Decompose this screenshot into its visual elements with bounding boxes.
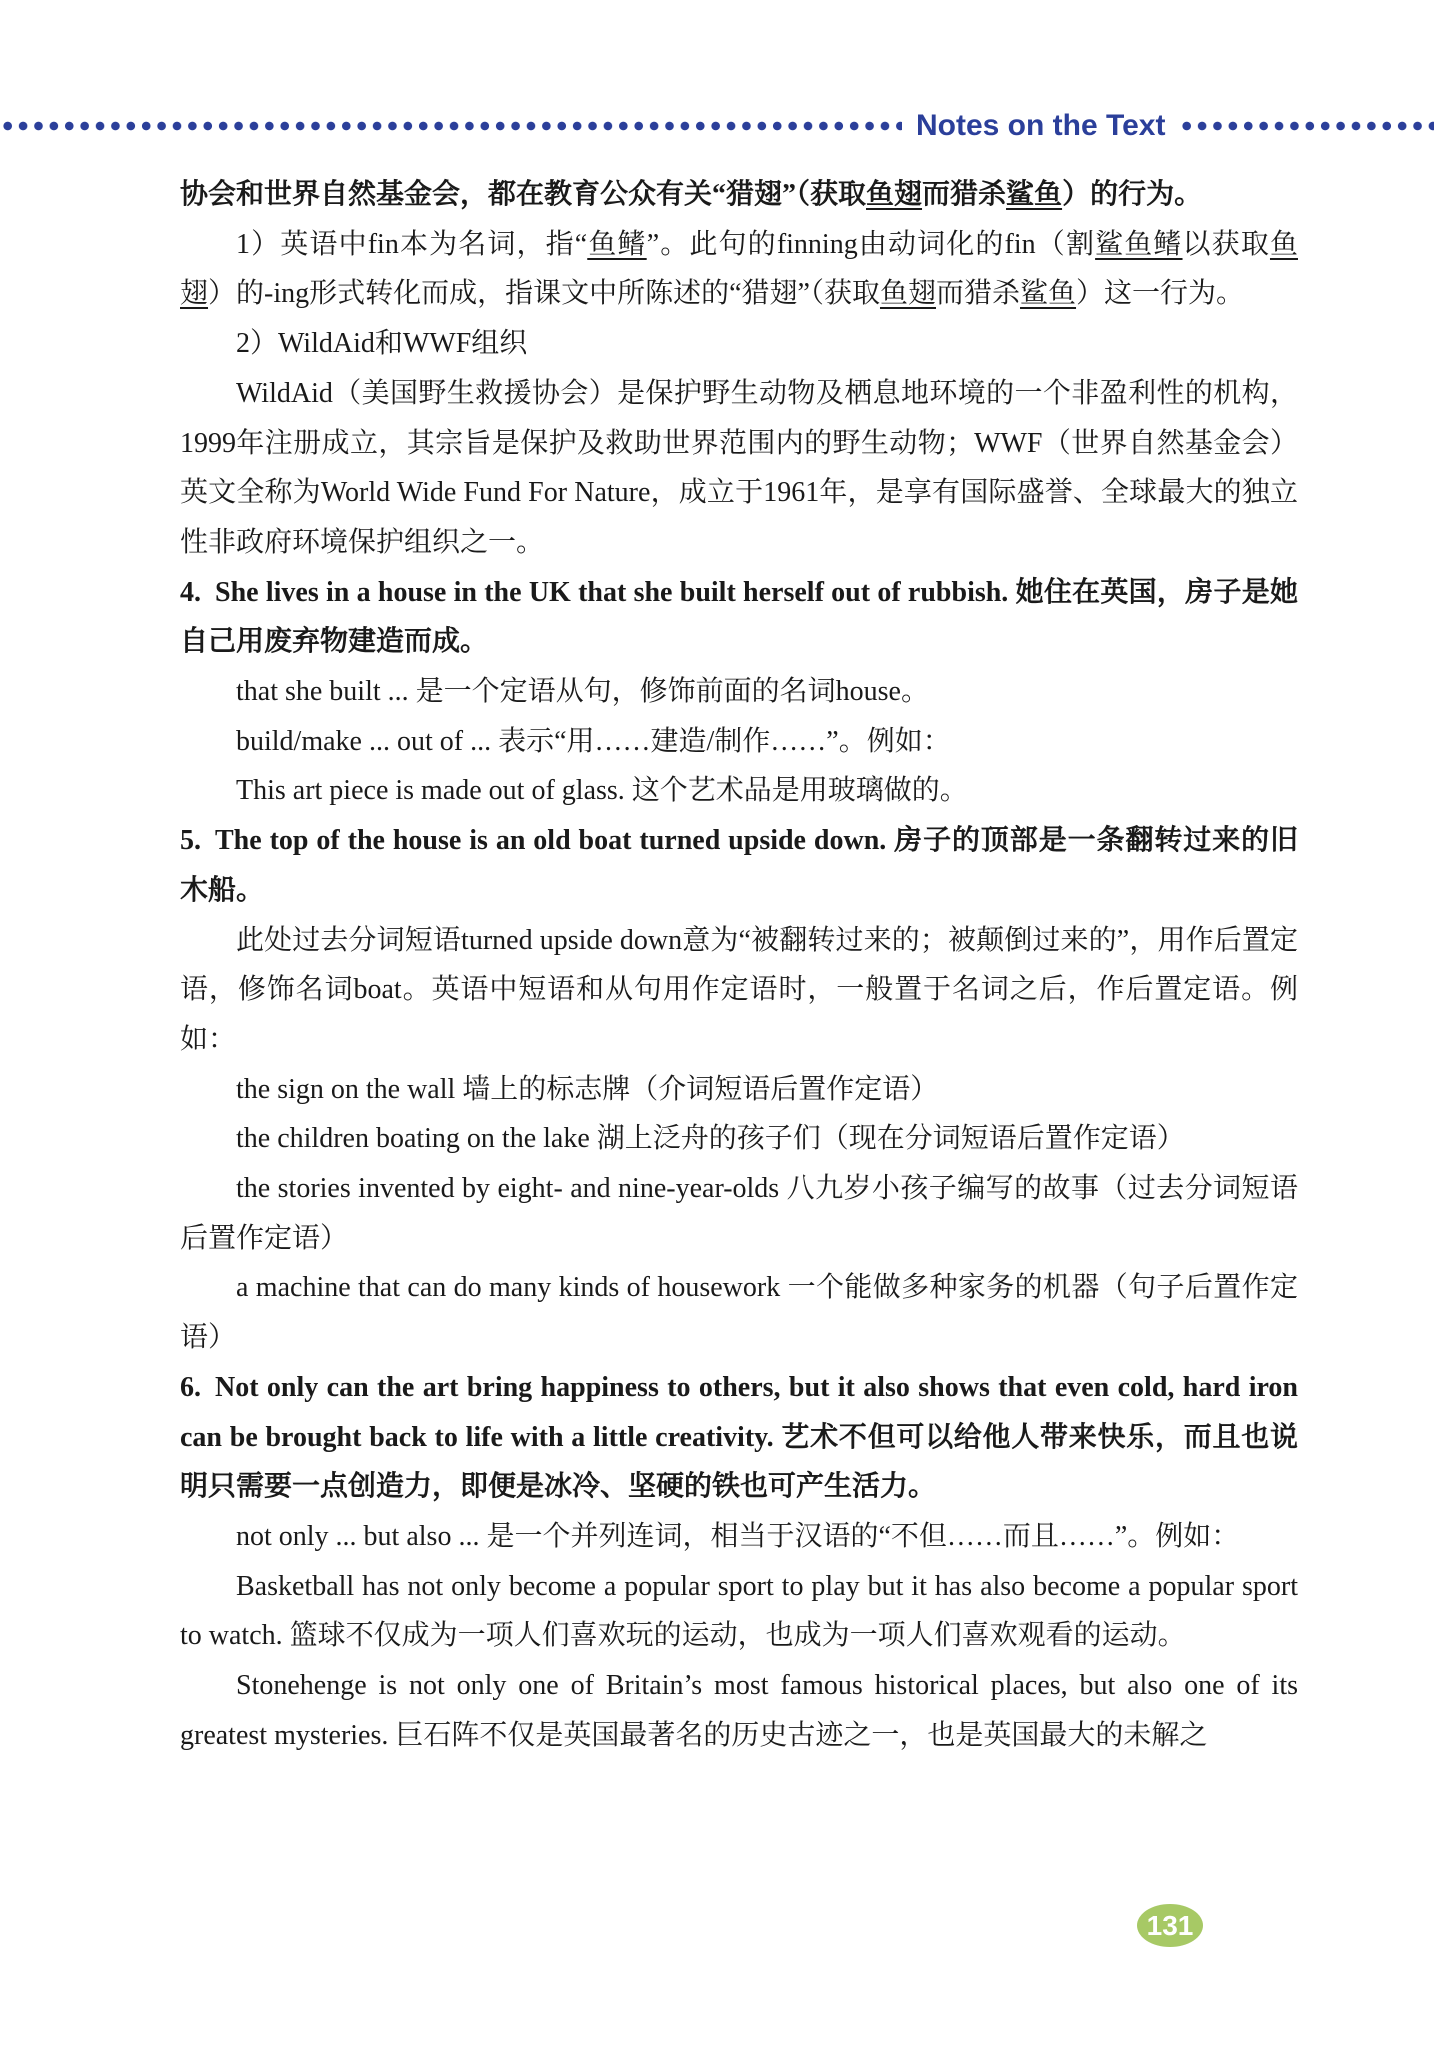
underlined-term: 鲨鱼 — [1006, 179, 1063, 210]
note-paragraph: 2）WildAid和WWF组织 — [236, 328, 528, 360]
text-run: 协会和世界自然基金会，都在教育公众有关“猎翅”（获取 — [180, 179, 867, 210]
note-paragraph: 此处过去分词短语turned upside down意为“被翻转过来的；被颠倒过来的”，用作后置定语，修饰名词boat。英语中短语和从句用作定语时，一般置于名词之后，作后置定语。例如： — [180, 924, 1298, 1055]
underlined-term: 鱼翅 — [879, 278, 936, 310]
note-paragraph: not only ... but also ... 是一个并列连词，相当于汉语的“不但……而且……”。例如： — [236, 1520, 1240, 1552]
underlined-term: 鲨鱼 — [1020, 278, 1077, 310]
text-run: ”。此句的finning由动词化的fin（割 — [646, 228, 1096, 260]
note-paragraph: Stonehenge is not only one of Britain’s most famous historical places, but also one of its greatest mysteries. 巨石阵不仅是英国最著名的历史古迹之一，也是英国最大的未解之 — [180, 1670, 1298, 1751]
note-paragraph: the children boating on the lake 湖上泛舟的孩子们（现在分词短语后置作定语） — [236, 1123, 1185, 1155]
text-run: ）的-ing形式转化而成，指课文中所陈述的“猎翅”（获取 — [208, 278, 880, 310]
notes-text-body — [180, 170, 1298, 1761]
note-paragraph — [180, 170, 1298, 220]
note-paragraph: WildAid（美国野生救援协会）是保护野生动物及栖息地环境的一个非盈利性的机构，1999年注册成立，其宗旨是保护及救助世界范围内的野生动物；WWF（世界自然基金会）英文全称为World Wide Fund For Nature，成立于1961年，是享有国际盛誉、全球最大的独立性非政府环境保护组织之一。 — [180, 377, 1298, 558]
underlined-term: 鱼翅 — [180, 228, 1298, 310]
note-paragraph: 4. She lives in a house in the UK that she built herself out of rubbish. 她住在英国，房子是她自己用废弃物建造而成。 — [180, 576, 1298, 658]
text-run: ）这一行为。 — [1076, 278, 1245, 310]
text-run: 而猎杀 — [922, 179, 1007, 210]
underlined-term: 鱼翅 — [866, 179, 923, 210]
underlined-term: 鲨鱼鳍 — [1095, 228, 1183, 260]
note-paragraph: Basketball has not only become a popular sport to play but it has also become a popular sport to watch. 篮球不仅成为一项人们喜欢玩的运动，也成为一项人们喜欢观看的运动。 — [180, 1570, 1298, 1652]
note-paragraph: 6. Not only can the art bring happiness to others, but it also shows that even cold, hard iron can be brought back to life with a little creativity. 艺术不但可以给他人带来快乐，而且也说明只需要一点创造力，即便是冰冷、坚硬的铁也可产生活力。 — [180, 1371, 1298, 1503]
note-paragraph: a machine that can do many kinds of housework 一个能做多种家务的机器（句子后置作定语） — [180, 1272, 1298, 1354]
section-header — [0, 109, 1434, 143]
dotted-rule-right — [1179, 121, 1434, 131]
note-paragraph: the stories invented by eight- and nine-year-olds 八九岁小孩子编写的故事（过去分词短语后置作定语） — [180, 1173, 1298, 1254]
note-paragraph — [180, 220, 1298, 319]
note-paragraph: This art piece is made out of glass. 这个艺术品是用玻璃做的。 — [236, 775, 968, 807]
note-paragraph: that she built ... 是一个定语从句，修饰前面的名词house。 — [236, 676, 929, 708]
note-paragraph: the sign on the wall 墙上的标志牌（介词短语后置作定语） — [236, 1073, 939, 1105]
note-paragraph: build/make ... out of ... 表示“用……建造/制作……”。例如： — [236, 725, 951, 757]
note-paragraph: 5. The top of the house is an old boat turned upside down. 房子的顶部是一条翻转过来的旧木船。 — [180, 825, 1298, 906]
page-number-badge: 131 — [1137, 1904, 1203, 1947]
text-run: 1）英语中fin本为名词，指“ — [236, 228, 588, 260]
text-run: 以获取 — [1182, 228, 1270, 260]
underlined-term: 鱼鳍 — [587, 228, 647, 260]
dotted-rule-left — [0, 121, 902, 131]
text-run: ）的行为。 — [1062, 179, 1203, 210]
text-run: 而猎杀 — [936, 278, 1021, 310]
section-title: Notes on the Text — [916, 109, 1166, 142]
